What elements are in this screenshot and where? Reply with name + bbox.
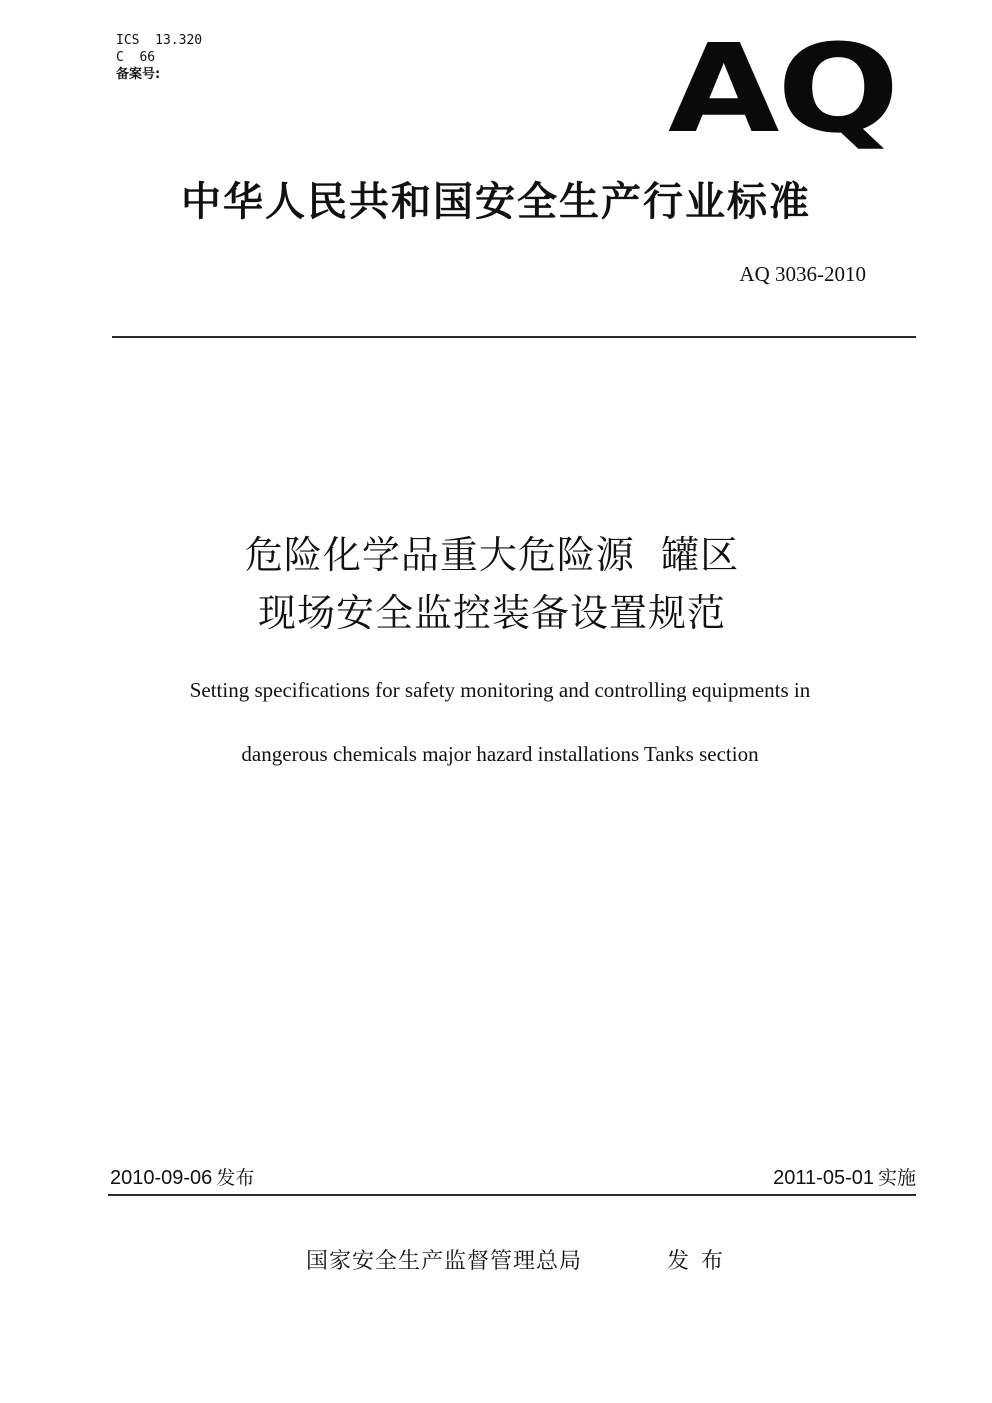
classification-block: [116, 32, 202, 83]
publisher-name: 国家安全生产监督管理总局: [306, 1249, 583, 1274]
title-cn-line2: 现场安全监控装备设置规范: [257, 591, 726, 635]
ics-code: ICS 13.320: [116, 33, 203, 48]
implement-label: 实施: [877, 1167, 916, 1189]
aq-logo: AQ: [668, 18, 898, 160]
header-divider: [112, 336, 916, 338]
implement-date-block: [773, 1163, 916, 1190]
standard-number: AQ 3036-2010: [739, 262, 866, 286]
record-number-label: 备案号:: [116, 67, 161, 82]
ccs-code: C 66: [116, 50, 156, 65]
title-cn-line1: 危险化学品重大危险源 罐区: [244, 533, 740, 577]
implement-date: 2011-05-01: [773, 1167, 874, 1189]
publisher-action: 发布: [667, 1249, 736, 1274]
title-en-line2: dangerous chemicals major hazard installations Tanks section: [241, 742, 759, 766]
issue-label: 发布: [216, 1167, 255, 1189]
footer-divider: [108, 1194, 916, 1196]
issue-date-block: [110, 1163, 254, 1190]
title-en-line1: Setting specifications for safety monitoring and controlling equipments in: [189, 678, 811, 702]
issue-date: 2010-09-06: [110, 1167, 213, 1189]
standard-heading: 中华人民共和国安全生产行业标准: [181, 179, 811, 225]
